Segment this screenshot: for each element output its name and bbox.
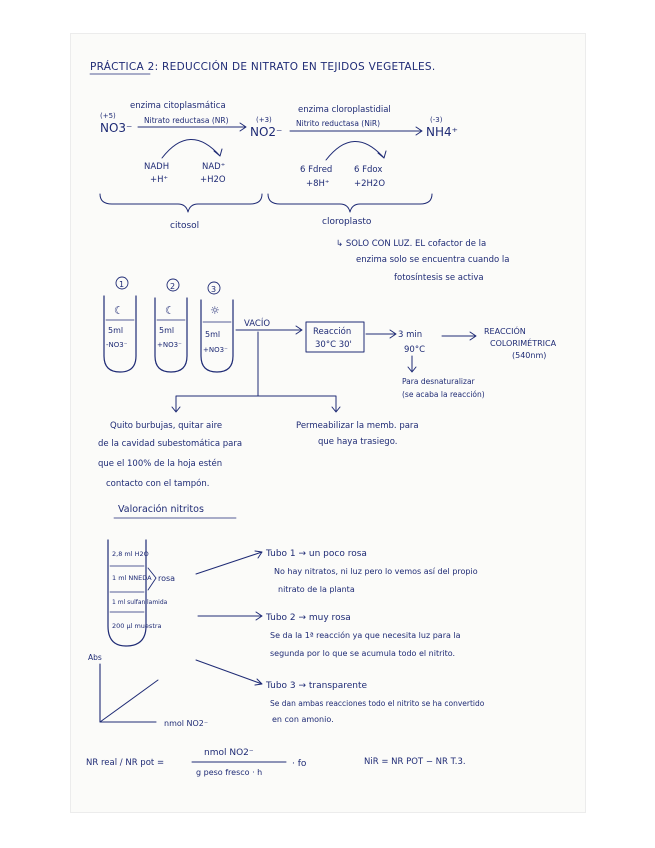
- tube-2-number: 2: [170, 282, 176, 291]
- tube-3-symbol: ☼: [210, 304, 220, 317]
- arrow-to-3min: [366, 330, 396, 338]
- cofactor-fdred: 6 Fdred: [300, 165, 333, 175]
- tube-3-addition: +NO3⁻: [203, 346, 228, 354]
- denat-line1: Para desnaturalizar: [402, 377, 475, 386]
- ox-state-ammonium: (-3): [430, 116, 443, 124]
- result-line1: REACCIÓN: [484, 327, 526, 336]
- enzyme1-type: enzima citoplasmática: [130, 101, 226, 111]
- right-note-line2: que haya trasiego.: [318, 437, 398, 447]
- left-note-line3: que el 100% de la hoja estén: [98, 459, 223, 469]
- tube-2: [155, 279, 187, 372]
- ox-state-nitrate: (+5): [100, 112, 116, 120]
- graph-calibration-line: [100, 680, 158, 722]
- graph-axes: [100, 664, 156, 722]
- page-title: PRÁCTICA 2: REDUCCIÓN DE NITRATO EN TEJIDOS VEGETALES.: [90, 61, 436, 73]
- location-cloroplasto: cloroplasto: [322, 217, 372, 227]
- tubo3-heading: Tubo 3 → transparente: [266, 681, 368, 691]
- curve-arrow-nr: [162, 139, 222, 158]
- reaction-box-line2: 30°C 30': [315, 340, 352, 350]
- cofactor-nad: NAD⁺: [202, 162, 226, 172]
- cofactor-nadh-h: +H⁺: [150, 175, 169, 185]
- tube-1: [104, 277, 136, 372]
- species-nitrite: NO2⁻: [250, 125, 283, 139]
- enzyme1-name: Nitrato reductasa (NR): [144, 116, 229, 125]
- tubo3-line1: Se dan ambas reacciones todo el nitrito se ha convertido: [270, 699, 485, 708]
- tubo2-heading: Tubo 2 → muy rosa: [266, 613, 351, 623]
- graph-y-label: Abs: [88, 653, 102, 662]
- tube-2-addition: +NO3⁻: [157, 341, 182, 349]
- arrow-nir: [290, 127, 422, 135]
- graph-x-label: nmol NO2⁻: [164, 719, 209, 728]
- species-ammonium: NH4⁺: [426, 125, 458, 139]
- formula-lhs: NR real / NR pot =: [86, 758, 165, 768]
- valoracion-tube-label-water: 2,8 ml H2O: [112, 550, 149, 558]
- tubo1-line1: No hay nitratos, ni luz pero lo vemos así del propio: [274, 567, 478, 576]
- right-note-line1: Permeabilizar la memb. para: [296, 421, 419, 431]
- arrow-to-denat: [408, 356, 416, 372]
- tube-2-volume: 5ml: [159, 326, 175, 335]
- enzyme2-name: Nitrito reductasa (NiR): [296, 119, 381, 128]
- left-note-line2: de la cavidad subestomática para: [98, 439, 243, 449]
- brace-citosol: [100, 194, 262, 212]
- enzyme2-type: enzima cloroplastidial: [298, 105, 391, 115]
- ox-state-nitrite: (+3): [256, 116, 272, 124]
- cofactor-nad-h2o: +H2O: [200, 175, 226, 185]
- tube-1-symbol: ☾: [114, 304, 124, 317]
- light-note-line3: fotosíntesis se activa: [394, 273, 484, 283]
- arrow-tubo2: [198, 612, 262, 620]
- tubo2-line1: Se da la 1ª reacción ya que necesita luz para la: [270, 631, 461, 640]
- valoracion-tube-label-nneda: 1 ml NNEDA: [112, 574, 152, 582]
- species-nitrate: NO3⁻: [100, 121, 133, 135]
- formula-denominator: g peso fresco · h: [196, 768, 263, 777]
- temp-label: 90°C: [404, 345, 426, 355]
- valoracion-tube-label-muestra: 200 µl muestra: [112, 622, 162, 630]
- arrow-tubo1: [196, 551, 262, 574]
- left-note-line4: contacto con el tampón.: [106, 479, 210, 489]
- tube-2-symbol: ☾: [165, 304, 175, 317]
- light-note-line1: ↳ SOLO CON LUZ. EL cofactor de la: [336, 239, 487, 249]
- tube-3-number: 3: [211, 285, 217, 294]
- valoracion-heading: Valoración nitritos: [118, 504, 204, 515]
- tube-1-addition: -NO3⁻: [106, 341, 128, 349]
- rosa-label: rosa: [158, 574, 176, 583]
- cofactor-fdred-h: +8H⁺: [306, 179, 330, 189]
- vacio-label: VACÍO: [244, 319, 271, 329]
- tubo2-line2: segunda por lo que se acumula todo el nitrito.: [270, 649, 456, 658]
- tube-3: [201, 282, 233, 372]
- tube-1-number: 1: [119, 280, 125, 289]
- time-label: 3 min: [398, 330, 423, 340]
- arrow-tubo3: [196, 660, 262, 685]
- tubo1-line2: nitrato de la planta: [278, 585, 355, 594]
- formula-factor: · fo: [292, 759, 307, 769]
- formula-nir: NiR = NR POT − NR T.3.: [364, 757, 466, 767]
- formula-numerator: nmol NO2⁻: [204, 748, 254, 758]
- cofactor-fdox-h2o: +2H2O: [354, 179, 386, 189]
- tubo3-line2: en con amonio.: [272, 715, 334, 724]
- brace-cloroplasto: [268, 194, 432, 212]
- result-line2: COLORIMÉTRICA: [490, 339, 557, 348]
- valoracion-tube-label-sulfanilamida: 1 ml sulfanilamida: [112, 599, 168, 606]
- tube-1-volume: 5ml: [108, 326, 124, 335]
- arrow-to-result: [442, 332, 476, 340]
- location-citosol: citosol: [170, 221, 200, 231]
- cofactor-nadh: NADH: [144, 162, 170, 172]
- tubo1-heading: Tubo 1 → un poco rosa: [266, 549, 367, 559]
- result-line3: (540nm): [512, 351, 547, 360]
- left-note-line1: Quito burbujas, quitar aire: [110, 421, 223, 431]
- cofactor-fdox: 6 Fdox: [354, 165, 383, 175]
- valoracion-tube: [108, 540, 168, 646]
- tube-3-volume: 5ml: [205, 330, 221, 339]
- denat-line2: (se acaba la reacción): [402, 390, 485, 399]
- light-note-line2: enzima solo se encuentra cuando la: [356, 255, 510, 265]
- curve-arrow-nir: [326, 141, 386, 160]
- reaction-box-line1: Reacción: [313, 327, 352, 337]
